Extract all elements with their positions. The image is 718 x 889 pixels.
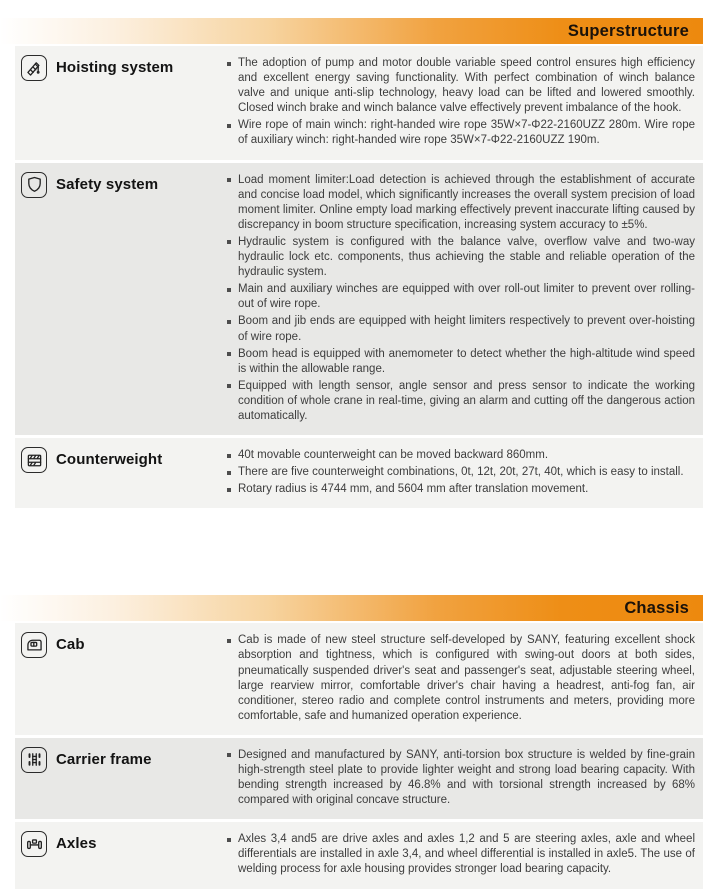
bullet-item: There are five counterweight combinations, 0t, 12t, 20t, 27t, 40t, which is easy to install.	[227, 465, 695, 480]
bullet-item: Main and auxiliary winches are equipped with over roll-out limiter to prevent over rolling-out of wire rope.	[227, 282, 695, 312]
bullet-list	[227, 446, 695, 499]
bullet-item: 40t movable counterweight can be moved backward 860mm.	[227, 448, 695, 463]
row-label	[21, 54, 227, 151]
shield-icon	[21, 172, 47, 198]
bullet-item: Hydraulic system is configured with the balance valve, overflow valve and two-way hydraulic lock etc. components, thus achieving the stable and reliable operation of the hydraulic system.	[227, 235, 695, 280]
section-header-chassis	[0, 595, 703, 621]
bullet-list	[227, 746, 695, 810]
row-title: Safety system	[56, 175, 159, 193]
bullet-item: The adoption of pump and motor double variable speed control ensures high efficiency and excellent energy saving functionality. With perfect combination of winch balance valve and unique anti-slip technology, heavy load can be lifted and lowered smoothly. Closed winch brake and winch balance valve effectively prevent imbalance of the hook.	[227, 56, 695, 116]
carrier-frame-icon	[21, 747, 47, 773]
row-label	[21, 746, 227, 810]
bullet-list	[227, 171, 695, 427]
row-axles	[15, 822, 703, 888]
bullet-list	[227, 631, 695, 726]
section-title: Superstructure	[567, 21, 689, 40]
bullet-item: Boom head is equipped with anemometer to detect whether the high-altitude wind speed is within the allowable range.	[227, 347, 695, 377]
row-hoisting-system	[15, 46, 703, 160]
section-title: Chassis	[624, 598, 689, 617]
bullet-item: Rotary radius is 4744 mm, and 5604 mm after translation movement.	[227, 482, 695, 497]
bullet-list	[227, 830, 695, 879]
row-label	[21, 171, 227, 427]
row-cab	[15, 623, 703, 735]
section-gap	[0, 511, 718, 595]
bullet-item: Designed and manufactured by SANY, anti-torsion box structure is welded by fine-grain high-strength steel plate to provide lighter weight and strong load bearing capacity. With bending strength increased by 46.8% and with torsional strength increased by 68% compared with original concave structure.	[227, 748, 695, 808]
bullet-item: Load moment limiter:Load detection is achieved through the establishment of accurate and concise load model, which significantly increases the overall system precision of load moment limiter. Online empty load marking effectively prevent inaccurate lifting caused by discrepancy in boom structure specification, increasing system accuracy to ±5%.	[227, 173, 695, 233]
bullet-item: Equipped with length sensor, angle sensor and press sensor to indicate the working condition of whole crane in real-time, giving an alarm and cutting off the dangerous action automatically.	[227, 379, 695, 424]
bullet-item: Boom and jib ends are equipped with height limiters respectively to prevent over-hoisting of wire rope.	[227, 314, 695, 344]
row-safety-system	[15, 163, 703, 436]
row-title: Axles	[56, 835, 97, 853]
bullet-item: Cab is made of new steel structure self-developed by SANY, featuring excellent shock absorption and tightness, which is configured with swing-out doors at both sides, pneumatically suspended driver's seat and passenger's seat, adjustable steering wheel, large rearview mirror, comfortable driver's chair having a headrest, anti-fog fan, air conditioner, stereo radio and complete control instruments and meters, providing more comfortable, safe and humanized operation experience.	[227, 633, 695, 724]
bullet-item: Wire rope of main winch: right-handed wire rope 35W×7-Φ22-2160UZZ 280m. Wire rope of auxiliary winch: right-handed wire rope 35W×7-Φ22-2160UZZ 190m.	[227, 118, 695, 148]
row-title: Hoisting system	[56, 59, 174, 76]
row-label	[21, 830, 227, 879]
row-label	[21, 631, 227, 726]
counterweight-stack-icon	[21, 447, 47, 473]
bullet-item: Axles 3,4 and5 are drive axles and axles 1,2 and 5 are steering axles, axle and wheel differentials are installed in axle 3,4, and wheel differential is installed in axle5. The use of welding process for axle housing provides stronger load bearing capacity.	[227, 832, 695, 877]
section-chassis	[0, 595, 718, 888]
row-counterweight	[15, 438, 703, 508]
cab-icon	[21, 632, 47, 658]
section-superstructure	[0, 18, 718, 508]
row-title: Carrier frame	[56, 750, 152, 768]
section-header-superstructure	[0, 18, 703, 44]
row-title: Counterweight	[56, 451, 163, 469]
axles-icon	[21, 831, 47, 857]
row-carrier-frame	[15, 738, 703, 819]
bullet-list	[227, 54, 695, 151]
row-title: Cab	[56, 636, 85, 654]
crane-boom-hook-icon	[21, 55, 47, 81]
row-label	[21, 446, 227, 499]
